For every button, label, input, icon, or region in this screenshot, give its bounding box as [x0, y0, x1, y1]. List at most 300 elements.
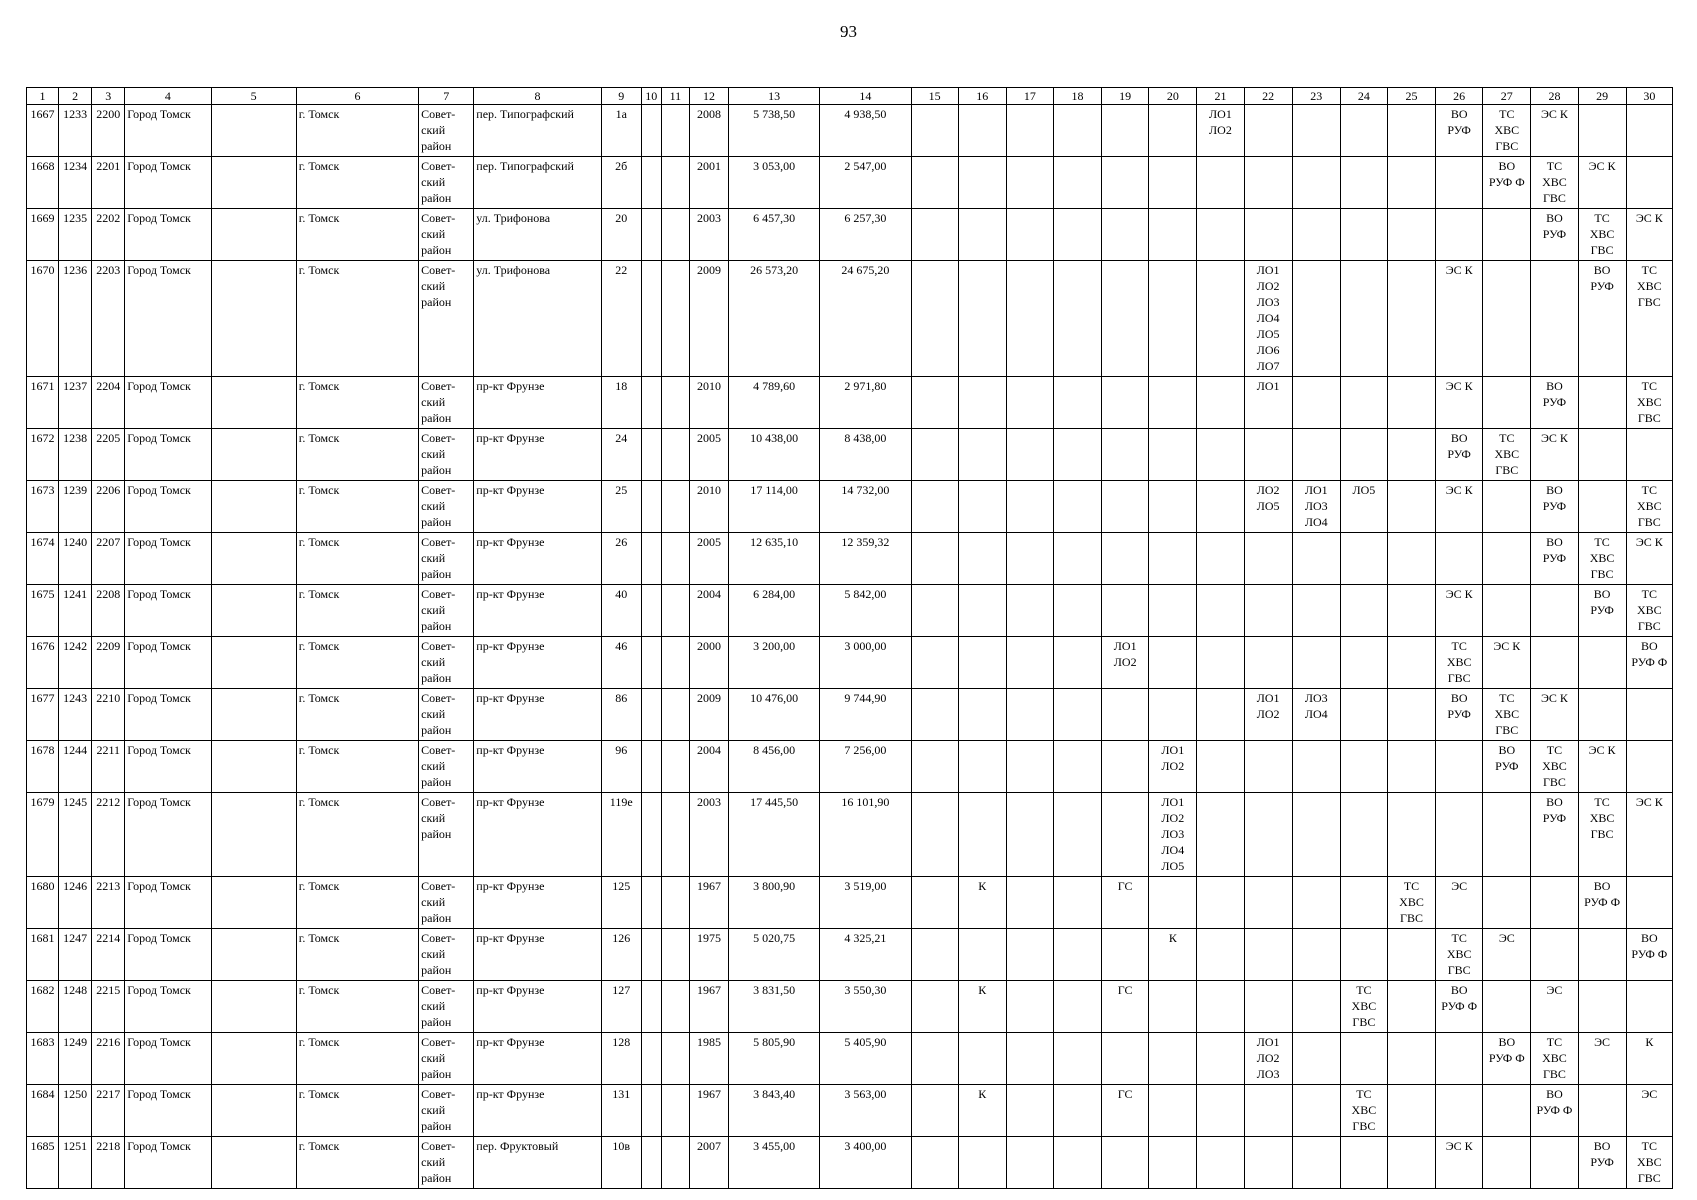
table-cell-col-5: [211, 429, 296, 481]
table-cell-col-23: ЛО1 ЛО3 ЛО4: [1292, 481, 1340, 533]
table-cell-col-12: 2010: [689, 481, 728, 533]
table-cell-col-8: пр-кт Фрунзе: [474, 637, 601, 689]
column-header-24: 24: [1340, 88, 1387, 105]
table-cell-col-8: пр-кт Фрунзе: [474, 929, 601, 981]
table-cell-col-20: [1149, 209, 1197, 261]
table-cell-col-12: 2003: [689, 209, 728, 261]
table-cell-col-21: [1197, 929, 1244, 981]
table-cell-col-26: ЭС К: [1436, 481, 1483, 533]
table-cell-col-21: [1197, 637, 1244, 689]
table-cell-col-17: [1006, 377, 1053, 429]
table-cell-col-5: [211, 585, 296, 637]
table-cell-col-25: [1387, 533, 1435, 585]
table-cell-col-21: [1197, 741, 1244, 793]
table-cell-col-15: [911, 1137, 958, 1189]
table-cell-col-10: [641, 481, 661, 533]
table-cell-col-23: [1292, 637, 1340, 689]
table-cell-col-23: [1292, 261, 1340, 377]
column-header-22: 22: [1244, 88, 1292, 105]
table-cell-col-7: Совет- ский район: [419, 429, 474, 481]
table-cell-col-12: 2009: [689, 261, 728, 377]
table-cell-col-14: 3 400,00: [820, 1137, 911, 1189]
table-cell-col-16: [958, 689, 1006, 741]
column-header-19: 19: [1102, 88, 1149, 105]
table-cell-col-22: ЛО1: [1244, 377, 1292, 429]
table-cell-col-30: ТС ХВС ГВС: [1626, 261, 1672, 377]
table-cell-col-23: [1292, 429, 1340, 481]
table-cell-col-24: ЛО5: [1340, 481, 1387, 533]
table-cell-col-16: [958, 929, 1006, 981]
table-cell-col-9: 131: [601, 1085, 641, 1137]
table-cell-col-27: [1483, 793, 1531, 877]
table-cell-col-15: [911, 877, 958, 929]
table-row: [27, 533, 1673, 585]
table-cell-col-6: г. Томск: [296, 157, 418, 209]
table-cell-col-26: [1436, 209, 1483, 261]
table-cell-col-6: г. Томск: [296, 1137, 418, 1189]
table-cell-col-24: [1340, 793, 1387, 877]
table-cell-col-1: 1682: [27, 981, 59, 1033]
table-cell-col-13: 26 573,20: [729, 261, 820, 377]
table-cell-col-4: Город Томск: [125, 929, 211, 981]
table-body: [27, 105, 1673, 1189]
table-cell-col-15: [911, 429, 958, 481]
table-cell-col-20: [1149, 261, 1197, 377]
table-cell-col-20: ЛО1 ЛО2 ЛО3 ЛО4 ЛО5: [1149, 793, 1197, 877]
table-cell-col-10: [641, 157, 661, 209]
table-cell-col-8: пр-кт Фрунзе: [474, 585, 601, 637]
table-cell-col-17: [1006, 637, 1053, 689]
table-cell-col-10: [641, 1085, 661, 1137]
table-cell-col-2: 1243: [59, 689, 92, 741]
column-header-12: 12: [689, 88, 728, 105]
table-cell-col-8: пер. Типографский: [474, 105, 601, 157]
table-cell-col-16: [958, 1033, 1006, 1085]
table-cell-col-20: [1149, 105, 1197, 157]
table-cell-col-30: ЭС: [1626, 1085, 1672, 1137]
table-cell-col-13: 6 457,30: [729, 209, 820, 261]
table-cell-col-11: [661, 585, 689, 637]
table-cell-col-1: 1667: [27, 105, 59, 157]
table-cell-col-24: [1340, 637, 1387, 689]
table-cell-col-1: 1669: [27, 209, 59, 261]
table-cell-col-26: ТС ХВС ГВС: [1436, 929, 1483, 981]
table-cell-col-16: [958, 741, 1006, 793]
table-cell-col-8: пр-кт Фрунзе: [474, 429, 601, 481]
table-cell-col-18: [1053, 981, 1101, 1033]
table-cell-col-3: 2216: [92, 1033, 125, 1085]
table-cell-col-12: 2005: [689, 429, 728, 481]
table-cell-col-1: 1671: [27, 377, 59, 429]
table-cell-col-10: [641, 377, 661, 429]
table-cell-col-30: [1626, 741, 1672, 793]
table-cell-col-3: 2208: [92, 585, 125, 637]
table-cell-col-6: г. Томск: [296, 793, 418, 877]
table-cell-col-4: Город Томск: [125, 377, 211, 429]
table-cell-col-22: [1244, 1085, 1292, 1137]
table-cell-col-24: [1340, 741, 1387, 793]
table-cell-col-4: Город Томск: [125, 1137, 211, 1189]
table-cell-col-21: [1197, 261, 1244, 377]
table-cell-col-13: 6 284,00: [729, 585, 820, 637]
table-cell-col-17: [1006, 261, 1053, 377]
table-cell-col-15: [911, 1033, 958, 1085]
table-cell-col-22: [1244, 105, 1292, 157]
table-cell-col-24: [1340, 105, 1387, 157]
table-cell-col-13: 3 843,40: [729, 1085, 820, 1137]
table-cell-col-15: [911, 793, 958, 877]
table-cell-col-20: К: [1149, 929, 1197, 981]
table-cell-col-13: 5 020,75: [729, 929, 820, 981]
table-cell-col-1: 1681: [27, 929, 59, 981]
table-row: [27, 105, 1673, 157]
table-cell-col-21: [1197, 377, 1244, 429]
table-cell-col-3: 2206: [92, 481, 125, 533]
table-cell-col-28: ВО РУФ: [1531, 209, 1578, 261]
table-cell-col-8: пр-кт Фрунзе: [474, 689, 601, 741]
table-cell-col-3: 2211: [92, 741, 125, 793]
table-cell-col-15: [911, 377, 958, 429]
table-cell-col-30: [1626, 105, 1672, 157]
table-cell-col-7: Совет- ский район: [419, 261, 474, 377]
table-cell-col-23: [1292, 981, 1340, 1033]
table-cell-col-15: [911, 533, 958, 585]
table-cell-col-27: ЭС: [1483, 929, 1531, 981]
table-cell-col-21: [1197, 877, 1244, 929]
table-row: [27, 689, 1673, 741]
table-cell-col-29: [1578, 689, 1626, 741]
table-cell-col-28: ТС ХВС ГВС: [1531, 1033, 1578, 1085]
table-cell-col-16: К: [958, 877, 1006, 929]
table-cell-col-6: г. Томск: [296, 585, 418, 637]
table-cell-col-3: 2200: [92, 105, 125, 157]
table-cell-col-8: пр-кт Фрунзе: [474, 481, 601, 533]
table-cell-col-14: 9 744,90: [820, 689, 911, 741]
header-row: [27, 88, 1673, 105]
table-cell-col-14: 12 359,32: [820, 533, 911, 585]
table-cell-col-15: [911, 1085, 958, 1137]
table-cell-col-26: [1436, 1033, 1483, 1085]
table-cell-col-10: [641, 637, 661, 689]
table-row: [27, 741, 1673, 793]
table-cell-col-23: [1292, 105, 1340, 157]
table-cell-col-29: ЭС К: [1578, 741, 1626, 793]
table-cell-col-4: Город Томск: [125, 209, 211, 261]
table-cell-col-2: 1237: [59, 377, 92, 429]
column-header-1: 1: [27, 88, 59, 105]
table-cell-col-16: [958, 637, 1006, 689]
table-cell-col-26: ЭС К: [1436, 1137, 1483, 1189]
table-cell-col-3: 2213: [92, 877, 125, 929]
table-row: [27, 793, 1673, 877]
table-cell-col-1: 1680: [27, 877, 59, 929]
table-cell-col-18: [1053, 261, 1101, 377]
table-cell-col-13: 17 114,00: [729, 481, 820, 533]
table-cell-col-12: 2008: [689, 105, 728, 157]
table-cell-col-8: пр-кт Фрунзе: [474, 793, 601, 877]
table-cell-col-12: 2007: [689, 1137, 728, 1189]
table-cell-col-12: 2000: [689, 637, 728, 689]
column-header-23: 23: [1292, 88, 1340, 105]
table-cell-col-23: [1292, 1137, 1340, 1189]
table-cell-col-22: [1244, 793, 1292, 877]
table-cell-col-19: ЛО1 ЛО2: [1102, 637, 1149, 689]
table-cell-col-29: ВО РУФ Ф: [1578, 877, 1626, 929]
table-cell-col-7: Совет- ский район: [419, 689, 474, 741]
table-cell-col-5: [211, 877, 296, 929]
table-cell-col-25: [1387, 585, 1435, 637]
table-cell-col-21: [1197, 1033, 1244, 1085]
table-cell-col-14: 4 325,21: [820, 929, 911, 981]
table-cell-col-19: [1102, 157, 1149, 209]
table-cell-col-29: ВО РУФ: [1578, 261, 1626, 377]
table-cell-col-8: пр-кт Фрунзе: [474, 741, 601, 793]
table-cell-col-30: ВО РУФ Ф: [1626, 637, 1672, 689]
table-cell-col-29: [1578, 1085, 1626, 1137]
table-cell-col-9: 22: [601, 261, 641, 377]
table-cell-col-27: [1483, 1137, 1531, 1189]
table-cell-col-29: [1578, 429, 1626, 481]
table-cell-col-13: 3 455,00: [729, 1137, 820, 1189]
column-header-28: 28: [1531, 88, 1578, 105]
table-cell-col-11: [661, 377, 689, 429]
table-cell-col-30: ВО РУФ Ф: [1626, 929, 1672, 981]
table-cell-col-17: [1006, 429, 1053, 481]
table-cell-col-21: [1197, 157, 1244, 209]
table-cell-col-4: Город Томск: [125, 741, 211, 793]
table-cell-col-15: [911, 637, 958, 689]
table-cell-col-15: [911, 481, 958, 533]
table-cell-col-2: 1248: [59, 981, 92, 1033]
table-cell-col-21: [1197, 481, 1244, 533]
table-cell-col-6: г. Томск: [296, 741, 418, 793]
table-cell-col-30: К: [1626, 1033, 1672, 1085]
table-cell-col-10: [641, 585, 661, 637]
table-cell-col-29: [1578, 481, 1626, 533]
table-cell-col-28: ЭС К: [1531, 689, 1578, 741]
table-cell-col-6: г. Томск: [296, 929, 418, 981]
table-cell-col-18: [1053, 429, 1101, 481]
table-cell-col-3: 2210: [92, 689, 125, 741]
table-cell-col-1: 1672: [27, 429, 59, 481]
column-header-17: 17: [1006, 88, 1053, 105]
table-cell-col-5: [211, 741, 296, 793]
table-cell-col-12: 1967: [689, 877, 728, 929]
column-header-11: 11: [661, 88, 689, 105]
table-cell-col-6: г. Томск: [296, 209, 418, 261]
table-cell-col-21: [1197, 793, 1244, 877]
table-cell-col-23: [1292, 209, 1340, 261]
table-cell-col-12: 2001: [689, 157, 728, 209]
table-cell-col-28: [1531, 929, 1578, 981]
table-cell-col-3: 2202: [92, 209, 125, 261]
table-cell-col-4: Город Томск: [125, 585, 211, 637]
table-cell-col-12: 2004: [689, 585, 728, 637]
table-cell-col-9: 26: [601, 533, 641, 585]
table-cell-col-11: [661, 209, 689, 261]
table-cell-col-24: [1340, 1033, 1387, 1085]
table-row: [27, 157, 1673, 209]
table-cell-col-18: [1053, 741, 1101, 793]
table-cell-col-23: [1292, 1033, 1340, 1085]
table-row: [27, 637, 1673, 689]
table-cell-col-17: [1006, 929, 1053, 981]
column-header-29: 29: [1578, 88, 1626, 105]
table-cell-col-19: [1102, 689, 1149, 741]
table-cell-col-30: [1626, 157, 1672, 209]
table-cell-col-27: ЭС К: [1483, 637, 1531, 689]
table-cell-col-16: [958, 533, 1006, 585]
column-header-15: 15: [911, 88, 958, 105]
table-cell-col-12: 1975: [689, 929, 728, 981]
table-cell-col-20: [1149, 689, 1197, 741]
table-cell-col-19: [1102, 209, 1149, 261]
table-cell-col-27: [1483, 981, 1531, 1033]
table-cell-col-4: Город Томск: [125, 429, 211, 481]
table-cell-col-20: [1149, 877, 1197, 929]
table-cell-col-28: [1531, 585, 1578, 637]
table-cell-col-24: [1340, 209, 1387, 261]
table-cell-col-9: 1а: [601, 105, 641, 157]
table-cell-col-27: [1483, 877, 1531, 929]
table-cell-col-25: [1387, 481, 1435, 533]
table-cell-col-23: [1292, 877, 1340, 929]
table-cell-col-18: [1053, 105, 1101, 157]
column-header-3: 3: [92, 88, 125, 105]
table-cell-col-20: [1149, 481, 1197, 533]
table-cell-col-22: [1244, 157, 1292, 209]
table-cell-col-9: 128: [601, 1033, 641, 1085]
table-cell-col-25: [1387, 793, 1435, 877]
table-cell-col-22: ЛО1 ЛО2: [1244, 689, 1292, 741]
table-cell-col-2: 1246: [59, 877, 92, 929]
table-cell-col-2: 1234: [59, 157, 92, 209]
table-cell-col-8: пр-кт Фрунзе: [474, 1085, 601, 1137]
table-cell-col-26: ЭС К: [1436, 585, 1483, 637]
table-cell-col-7: Совет- ский район: [419, 1033, 474, 1085]
table-cell-col-13: 12 635,10: [729, 533, 820, 585]
table-cell-col-30: ТС ХВС ГВС: [1626, 377, 1672, 429]
table-cell-col-30: ТС ХВС ГВС: [1626, 1137, 1672, 1189]
table-cell-col-20: [1149, 981, 1197, 1033]
table-cell-col-10: [641, 981, 661, 1033]
table-cell-col-26: ТС ХВС ГВС: [1436, 637, 1483, 689]
table-cell-col-17: [1006, 157, 1053, 209]
table-cell-col-30: ЭС К: [1626, 209, 1672, 261]
column-header-2: 2: [59, 88, 92, 105]
table-cell-col-23: [1292, 533, 1340, 585]
table-cell-col-11: [661, 105, 689, 157]
table-cell-col-3: 2209: [92, 637, 125, 689]
table-cell-col-14: 2 547,00: [820, 157, 911, 209]
table-cell-col-26: ВО РУФ: [1436, 429, 1483, 481]
table-cell-col-1: 1683: [27, 1033, 59, 1085]
table-cell-col-6: г. Томск: [296, 877, 418, 929]
table-cell-col-21: [1197, 689, 1244, 741]
table-cell-col-14: 7 256,00: [820, 741, 911, 793]
table-row: [27, 377, 1673, 429]
table-cell-col-26: ВО РУФ: [1436, 689, 1483, 741]
table-cell-col-18: [1053, 877, 1101, 929]
table-cell-col-27: ТС ХВС ГВС: [1483, 105, 1531, 157]
table-cell-col-25: [1387, 429, 1435, 481]
table-cell-col-22: [1244, 429, 1292, 481]
table-cell-col-7: Совет- ский район: [419, 481, 474, 533]
table-cell-col-22: [1244, 637, 1292, 689]
table-cell-col-25: [1387, 689, 1435, 741]
column-header-18: 18: [1053, 88, 1101, 105]
table-cell-col-4: Город Томск: [125, 637, 211, 689]
table-cell-col-29: [1578, 929, 1626, 981]
table-cell-col-9: 25: [601, 481, 641, 533]
table-cell-col-17: [1006, 481, 1053, 533]
table-cell-col-25: [1387, 1137, 1435, 1189]
table-cell-col-2: 1250: [59, 1085, 92, 1137]
table-cell-col-12: 2005: [689, 533, 728, 585]
table-cell-col-19: [1102, 1137, 1149, 1189]
table-row: [27, 1085, 1673, 1137]
table-cell-col-14: 6 257,30: [820, 209, 911, 261]
table-cell-col-7: Совет- ский район: [419, 533, 474, 585]
table-cell-col-10: [641, 929, 661, 981]
table-cell-col-23: [1292, 793, 1340, 877]
table-cell-col-7: Совет- ский район: [419, 637, 474, 689]
table-cell-col-18: [1053, 481, 1101, 533]
table-cell-col-26: ВО РУФ Ф: [1436, 981, 1483, 1033]
table-cell-col-12: 1967: [689, 981, 728, 1033]
table-cell-col-16: [958, 793, 1006, 877]
table-cell-col-13: 10 438,00: [729, 429, 820, 481]
table-cell-col-5: [211, 1085, 296, 1137]
table-row: [27, 209, 1673, 261]
table-cell-col-8: пер. Фруктовый: [474, 1137, 601, 1189]
table-cell-col-2: 1233: [59, 105, 92, 157]
table-cell-col-18: [1053, 533, 1101, 585]
table-cell-col-18: [1053, 793, 1101, 877]
table-cell-col-29: ВО РУФ: [1578, 585, 1626, 637]
table-cell-col-2: 1242: [59, 637, 92, 689]
table-cell-col-6: г. Томск: [296, 1033, 418, 1085]
housing-register-table: [26, 87, 1673, 1189]
table-cell-col-6: г. Томск: [296, 1085, 418, 1137]
table-row: [27, 981, 1673, 1033]
column-header-7: 7: [419, 88, 474, 105]
table-cell-col-17: [1006, 1033, 1053, 1085]
table-cell-col-19: [1102, 429, 1149, 481]
table-cell-col-21: [1197, 1137, 1244, 1189]
table-cell-col-23: [1292, 585, 1340, 637]
table-cell-col-1: 1676: [27, 637, 59, 689]
table-cell-col-30: [1626, 981, 1672, 1033]
table-cell-col-13: 5 738,50: [729, 105, 820, 157]
table-cell-col-24: [1340, 533, 1387, 585]
table-cell-col-7: Совет- ский район: [419, 585, 474, 637]
column-header-25: 25: [1387, 88, 1435, 105]
table-cell-col-29: ЭС К: [1578, 157, 1626, 209]
table-cell-col-5: [211, 157, 296, 209]
table-cell-col-19: ГС: [1102, 981, 1149, 1033]
table-cell-col-30: ТС ХВС ГВС: [1626, 481, 1672, 533]
table-cell-col-11: [661, 481, 689, 533]
table-cell-col-7: Совет- ский район: [419, 1137, 474, 1189]
table-cell-col-5: [211, 261, 296, 377]
table-cell-col-25: [1387, 981, 1435, 1033]
table-cell-col-29: ТС ХВС ГВС: [1578, 533, 1626, 585]
table-cell-col-2: 1247: [59, 929, 92, 981]
table-cell-col-2: 1236: [59, 261, 92, 377]
table-cell-col-26: [1436, 741, 1483, 793]
table-cell-col-14: 5 842,00: [820, 585, 911, 637]
